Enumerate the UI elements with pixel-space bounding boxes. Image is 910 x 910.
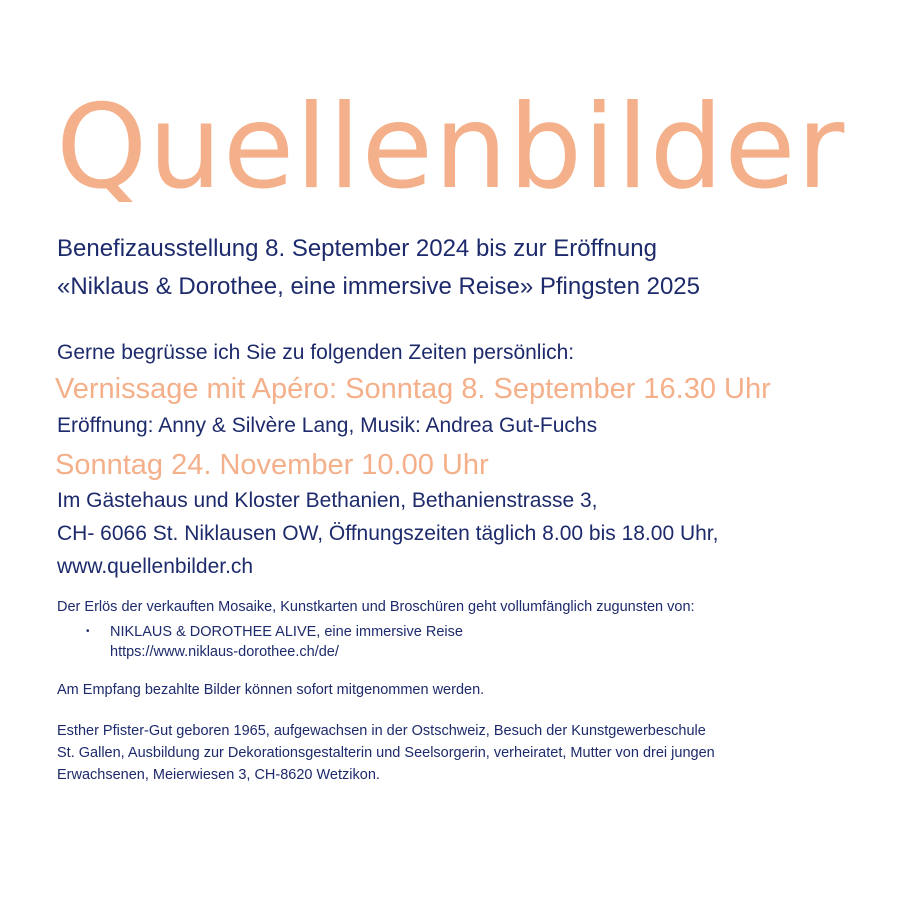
beneficiary-name: NIKLAUS & DOROTHEE ALIVE, eine immersive Reise [110,624,463,640]
subtitle-line-1: Benefizausstellung 8. September 2024 bis zur Eröffnung [57,235,657,262]
second-event: Sonntag 24. November 10.00 Uhr [55,449,489,481]
proceeds-intro: Der Erlös der verkauften Mosaike, Kunstkarten und Broschüren geht vollumfänglich zugunsten von: [57,599,695,615]
opening-credits: Eröffnung: Anny & Silvère Lang, Musik: Andrea Gut-Fuchs [57,414,598,437]
bio-line-2: St. Gallen, Ausbildung zur Dekorationsgestalterin und Seelsorgerin, verheiratet, Mutter von drei jungen [57,745,715,761]
bio-line-1: Esther Pfister-Gut geboren 1965, aufgewachsen in der Ostschweiz, Besuch der Kunstgewerbeschule [57,723,706,739]
location-line-1: Im Gästehaus und Kloster Bethanien, Bethanienstrasse 3, [57,489,598,512]
location-line-2: CH- 6066 St. Niklausen OW, Öffnungszeiten täglich 8.00 bis 18.00 Uhr, [57,522,719,545]
bio-line-3: Erwachsenen, Meierwiesen 3, CH-8620 Wetzikon. [57,767,380,783]
beneficiary-link[interactable]: https://www.niklaus-dorothee.ch/de/ [110,644,339,660]
greeting-text: Gerne begrüsse ich Sie zu folgenden Zeiten persönlich: [57,341,575,364]
vernissage-event: Vernissage mit Apéro: Sonntag 8. September 16.30 Uhr [55,373,771,405]
exhibition-subtitle [57,230,700,306]
page-title: Quellenbilder [56,80,846,215]
list-item [86,622,463,662]
artist-bio [57,720,715,786]
beneficiary-list [86,622,463,662]
pickup-note: Am Empfang bezahlte Bilder können sofort mitgenommen werden. [57,682,485,698]
subtitle-line-2: «Niklaus & Dorothee, eine immersive Reise» Pfingsten 2025 [57,273,700,300]
beneficiary-text [110,622,463,662]
website-link[interactable]: www.quellenbilder.ch [57,555,254,578]
location-block [57,484,718,583]
bullet-icon: • [86,626,90,637]
